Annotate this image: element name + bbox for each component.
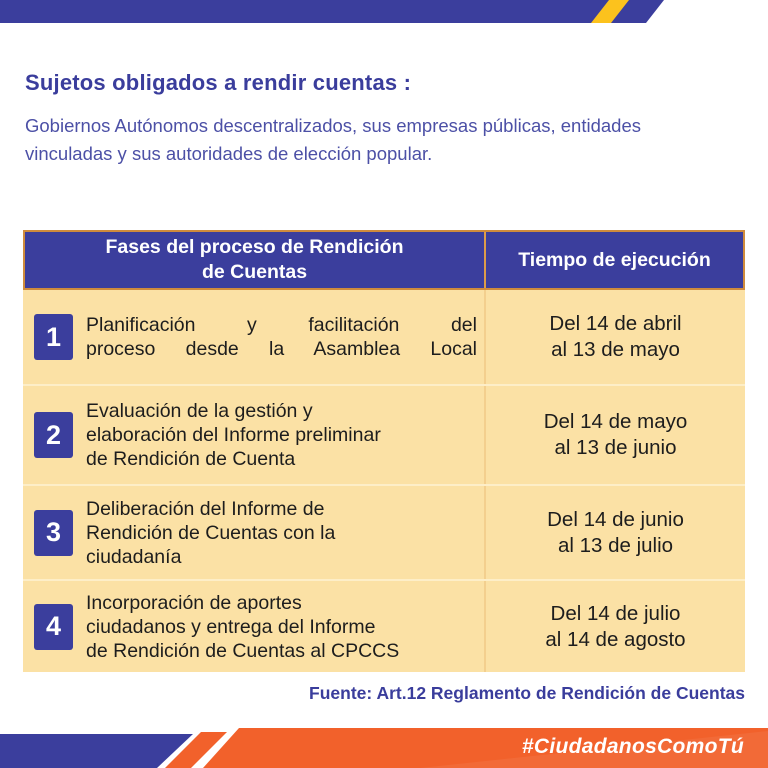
table-header-time-label: Tiempo de ejecución [518, 248, 711, 271]
phase-description [86, 399, 477, 471]
time-line1: Del 14 de abril [549, 312, 682, 335]
phase-description [86, 497, 477, 569]
phase-number-badge: 3 [34, 510, 73, 556]
time-line1: Del 14 de julio [550, 601, 681, 625]
page-description: Gobiernos Autónomos descentralizados, sus empresas públicas, entidades vinculadas y sus autoridades de elección popular. [25, 115, 641, 164]
phase-line: Deliberación del Informe de [86, 497, 325, 520]
phase-line: Evaluación de la gestión y [86, 400, 313, 422]
phase-line: ciudadanos y entrega del Informe [86, 615, 376, 638]
top-bar-blue-shape [0, 0, 664, 23]
table-header-phases-line1: Fases del proceso de Rendición [105, 236, 404, 259]
phase-cell [23, 486, 484, 579]
table-header-time [486, 232, 743, 288]
table-row [23, 484, 745, 579]
phase-cell [23, 290, 484, 384]
phase-line: de Rendición de Cuenta [86, 448, 296, 470]
table-row [23, 579, 745, 672]
time-cell [484, 290, 745, 384]
phase-number-badge: 4 [34, 604, 73, 650]
phase-description [86, 313, 477, 361]
time-cell [484, 486, 745, 579]
source-note: Fuente: Art.12 Reglamento de Rendición de Cuentas [309, 683, 745, 703]
hashtag-label: #CiudadanosComoTú [521, 735, 744, 758]
phase-line: Incorporación de aportes [86, 591, 302, 614]
table-header-row [23, 230, 745, 290]
table-body [23, 290, 745, 672]
phase-line: Planificación y facilitación del [86, 314, 477, 336]
phases-table [23, 230, 745, 672]
page-title: Sujetos obligados a rendir cuentas : [25, 70, 412, 95]
phase-number-badge: 1 [34, 314, 73, 360]
phase-description [86, 591, 477, 663]
time-line1: Del 14 de junio [547, 507, 684, 531]
table-row [23, 384, 745, 484]
phase-cell [23, 581, 484, 672]
time-line1: Del 14 de mayo [543, 410, 688, 433]
time-line2: al 13 de junio [554, 436, 677, 459]
table-row [23, 290, 745, 384]
table-header-phases-line2: de Cuentas [201, 261, 308, 283]
phase-line: de Rendición de Cuentas al CPCCS [86, 639, 400, 662]
bottom-bar-blue-shape [0, 734, 193, 768]
time-line2: al 14 de agosto [545, 627, 686, 651]
phase-line: proceso desde la Asamblea Local [86, 338, 477, 360]
phase-number-badge: 2 [34, 412, 73, 458]
time-line2: al 13 de julio [557, 533, 674, 557]
time-cell [484, 581, 745, 672]
phase-line: Rendición de Cuentas con la [86, 521, 336, 544]
top-bar-decoration [0, 0, 768, 23]
time-line2: al 13 de mayo [551, 338, 680, 361]
phase-line: elaboración del Informe preliminar [86, 424, 381, 446]
time-cell [484, 386, 745, 484]
phase-line: ciudadanía [86, 545, 182, 568]
table-header-phases [25, 232, 486, 288]
phase-cell [23, 386, 484, 484]
